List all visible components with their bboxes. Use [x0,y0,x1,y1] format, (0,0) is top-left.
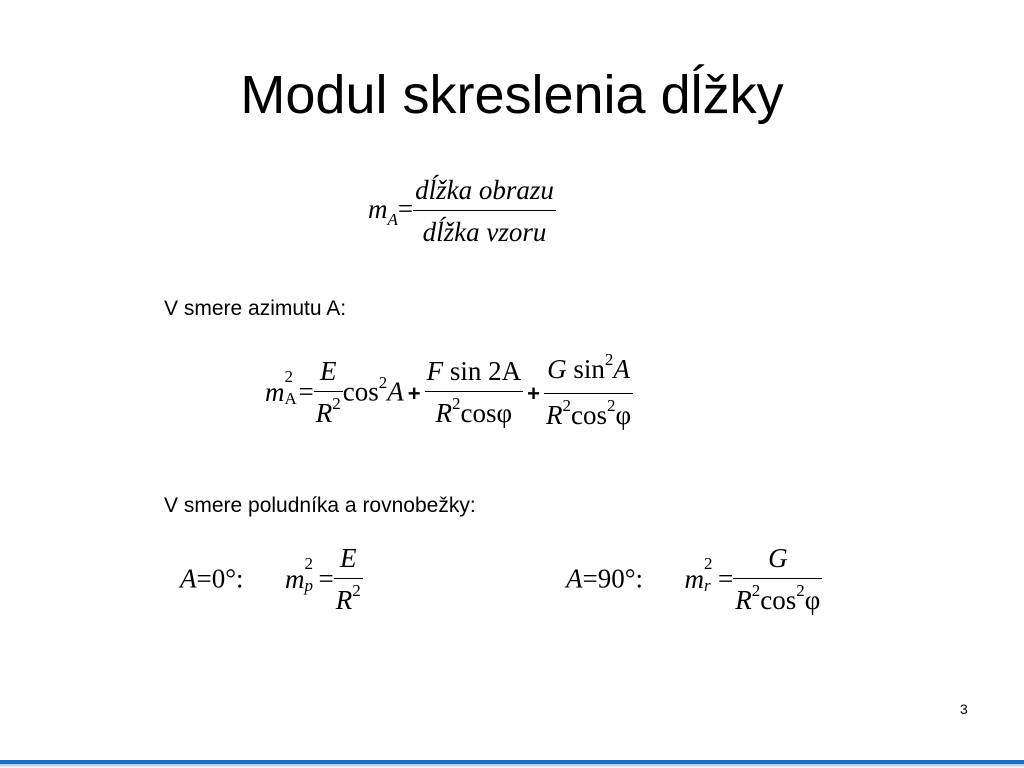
azimuth-term3-fraction [544,351,633,438]
equals-sign: = [298,376,314,407]
azimuth-term1-numerator: E [314,353,343,392]
azimuth-term1-var: A [387,376,404,407]
azimuth-term3-denominator: $R^2\cos^2\varphi$ [545,396,632,430]
equals-sign: = [318,563,334,594]
footer-shadow [0,764,1024,768]
azimuth-term1-func: cos [342,376,379,407]
formula-meridian [180,540,363,623]
formula-main-lhs: $m_A$ [368,193,398,229]
formula-parallel-fraction [733,540,822,623]
plus-sign: + [527,380,540,406]
formula-azimuth [265,351,633,438]
formula-parallel-numerator: G [733,540,822,579]
azimuth-term2-numerator: F sin 2A [425,353,524,392]
formula-main-numerator: dĺžka obrazu [413,172,556,211]
formula-parallel [566,540,822,623]
equals-sign: = [397,193,414,224]
formula-meridian-fraction [334,540,363,623]
formula-main-fraction [413,172,556,251]
azimuth-term2-denominator: $R^2\cos\varphi$ [435,394,513,428]
condition-meridian: A=0°: [180,563,244,594]
heading-meridian: V smere poludníka a rovnobežky: [164,494,476,517]
plus-sign: + [407,380,421,406]
azimuth-term3-numerator: G $\sin^2A$ [544,351,633,394]
azimuth-term1-fraction [314,353,343,436]
formula-meridian-denominator: $R^2$ [335,581,361,615]
condition-parallel: A=90°: [566,563,644,594]
formula-parallel-denominator: $R^2\cos^2\varphi$ [735,581,821,615]
equals-sign: = [718,563,734,594]
azimuth-term1-func-sup: 2 [378,372,388,392]
formula-azimuth-lhs: m 2 A [265,366,297,408]
azimuth-term2-fraction [425,353,524,436]
page-number: 3 [960,701,968,717]
formula-main [368,172,556,251]
slide-title: Modul skreslenia dĺžky [240,65,784,125]
heading-azimuth: V smere azimutu A: [164,297,347,320]
formula-parallel-lhs: m 2 r [684,553,713,595]
formula-main-denominator: dĺžka vzoru [422,217,547,247]
azimuth-term1-denominator: $R^2$ [315,394,341,428]
formula-meridian-numerator: E [334,540,363,579]
formula-meridian-lhs: m 2 p [285,553,314,595]
